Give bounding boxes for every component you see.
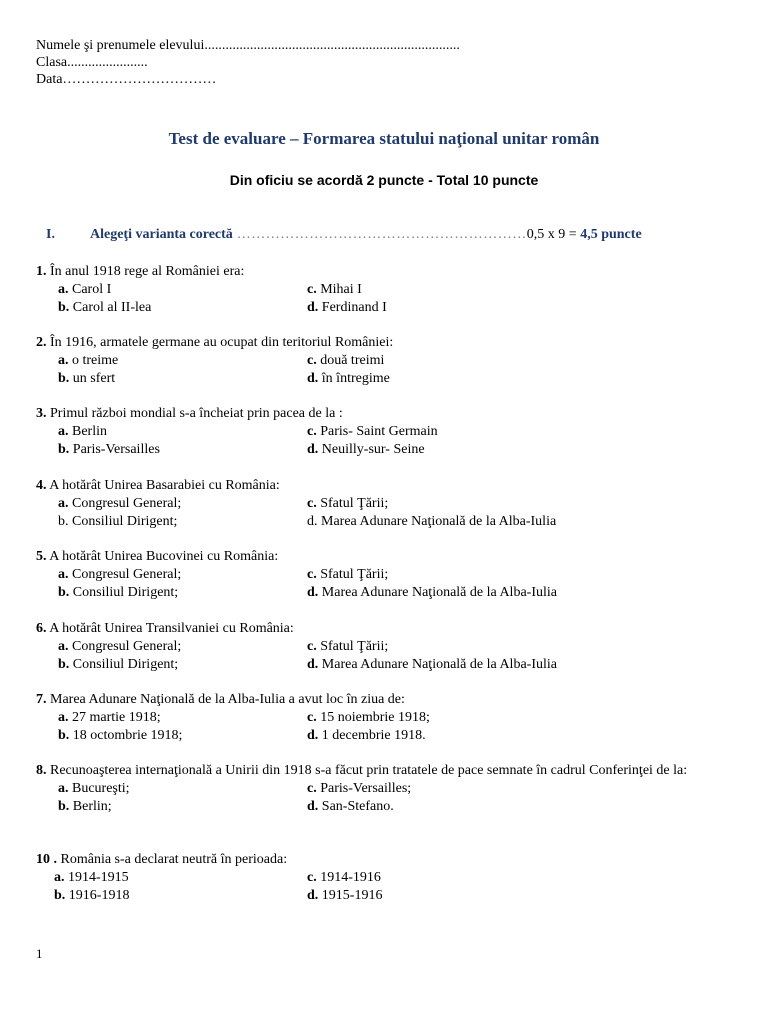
question-text — [36, 548, 736, 566]
test-title: Test de evaluare – Formarea statului naţional unitar român — [168, 129, 600, 148]
question-text — [36, 477, 736, 495]
question-prompt: A hotărât Unirea Transilvaniei cu România: — [46, 621, 294, 636]
question-prompt: În anul 1918 rege al României era: — [46, 264, 245, 279]
option-b: b. 18 octombrie 1918; — [58, 728, 183, 743]
option-a: a. Congresul General; — [58, 496, 182, 511]
option-a: a. o treime — [58, 353, 119, 368]
student-info-header — [36, 37, 460, 88]
option-a: a. Berlin — [58, 424, 107, 439]
option-d: d. San-Stefano. — [307, 799, 394, 814]
question-prompt: Marea Adunare Naţională de la Alba-Iulia a avut loc în ziua de: — [46, 692, 405, 707]
question-1 — [36, 263, 736, 317]
option-c: c. 1914-1916 — [307, 870, 381, 885]
question-6 — [36, 620, 736, 674]
option-b: b. Consiliul Dirigent; — [58, 657, 179, 672]
question-text — [36, 620, 736, 638]
question-text — [36, 263, 736, 281]
option-b: b. un sfert — [58, 371, 116, 386]
section-points: 4,5 puncte — [580, 227, 642, 242]
option-b: b. Consiliul Dirigent; — [58, 585, 179, 600]
question-number: 6. — [36, 621, 47, 636]
option-a: a. Congresul General; — [58, 567, 182, 582]
option-a: a. 1914-1915 — [54, 870, 129, 885]
student-name-line: Numele şi prenumele elevului......................................................................... — [36, 38, 460, 53]
question-number: 5. — [36, 549, 47, 564]
option-d: d. Marea Adunare Naţională de la Alba-Iulia — [307, 514, 557, 529]
option-b: b. Paris-Versailles — [58, 442, 160, 457]
option-b: b. Berlin; — [58, 799, 112, 814]
section-heading — [46, 227, 746, 243]
question-10 — [36, 851, 736, 905]
option-c: c. Sfatul Ţării; — [307, 496, 389, 511]
class-line: Clasa....................... — [36, 55, 148, 70]
option-b: b. 1916-1918 — [54, 888, 130, 903]
question-number: 7. — [36, 692, 47, 707]
question-4 — [36, 477, 736, 531]
question-number: 8. — [36, 763, 47, 778]
option-d: d. Ferdinand I — [307, 300, 387, 315]
question-prompt: A hotărât Unirea Bucovinei cu România: — [46, 549, 279, 564]
question-text — [36, 762, 736, 780]
page-number: 1 — [36, 946, 43, 961]
question-text — [36, 334, 736, 352]
question-7 — [36, 691, 736, 745]
option-c: c. 15 noiembrie 1918; — [307, 710, 430, 725]
test-subtitle: Din oficiu se acordă 2 puncte - Total 10 puncte — [229, 172, 539, 188]
option-d: d. Neuilly-sur- Seine — [307, 442, 425, 457]
section-dots: …………………………………………………… — [232, 227, 527, 242]
question-2 — [36, 334, 736, 388]
option-d: d. în întregime — [307, 371, 390, 386]
question-number: 2. — [36, 335, 47, 350]
question-prompt: A hotărât Unirea Basarabiei cu România: — [46, 478, 280, 493]
option-c: c. Paris- Saint Germain — [307, 424, 438, 439]
question-8 — [36, 762, 736, 816]
question-5 — [36, 548, 736, 602]
option-c: c. două treimi — [307, 353, 385, 368]
section-instruction: Alegeţi varianta corectă — [90, 227, 233, 242]
question-prompt: Recunoaşterea internaţională a Unirii din 1918 s-a făcut prin tratatele de pace semnate în cadrul Conferinţei de la: — [46, 763, 688, 778]
section-number: I. — [46, 227, 55, 242]
question-3 — [36, 405, 736, 459]
question-text — [36, 691, 736, 709]
question-text — [36, 851, 736, 869]
option-c: c. Mihai I — [307, 282, 362, 297]
option-c: c. Sfatul Ţării; — [307, 567, 389, 582]
question-number: 4. — [36, 478, 47, 493]
question-prompt: În 1916, armatele germane au ocupat din teritoriul României: — [46, 335, 394, 350]
option-c: c. Sfatul Ţării; — [307, 639, 389, 654]
option-a: a. Bucureşti; — [58, 781, 130, 796]
option-c: c. Paris-Versailles; — [307, 781, 412, 796]
option-d: d. 1 decembrie 1918. — [307, 728, 426, 743]
option-a: a. 27 martie 1918; — [58, 710, 161, 725]
option-d: d. Marea Adunare Naţională de la Alba-Iulia — [307, 585, 557, 600]
date-line: Data…………………………… — [36, 72, 217, 87]
option-b: b. Consiliul Dirigent; — [58, 514, 178, 529]
option-a: a. Carol I — [58, 282, 112, 297]
option-d: d. 1915-1916 — [307, 888, 383, 903]
question-prompt: România s-a declarat neutră în perioada: — [57, 852, 288, 867]
question-prompt: Primul război mondial s-a încheiat prin pacea de la : — [46, 406, 343, 421]
question-number: 1. — [36, 264, 47, 279]
section-formula: 0,5 x 9 = — [526, 227, 581, 242]
option-d: d. Marea Adunare Naţională de la Alba-Iulia — [307, 657, 557, 672]
option-a: a. Congresul General; — [58, 639, 182, 654]
option-b: b. Carol al II-lea — [58, 300, 152, 315]
question-number: 3. — [36, 406, 47, 421]
question-text — [36, 405, 736, 423]
question-number: 10 . — [36, 852, 57, 867]
